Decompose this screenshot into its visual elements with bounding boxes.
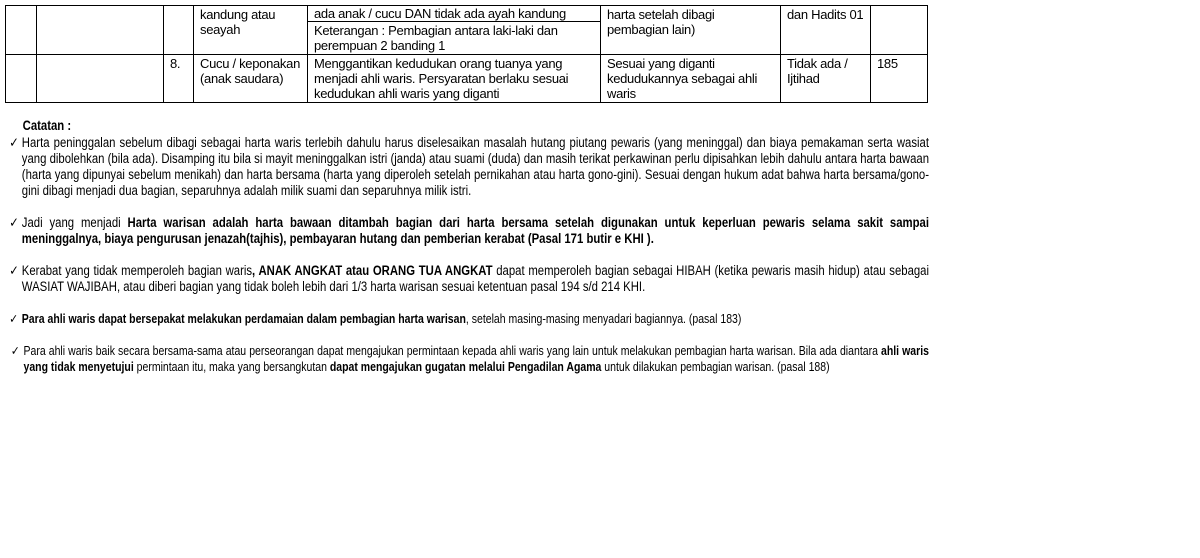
table-row (6, 55, 928, 103)
pasal: 185 (871, 55, 928, 103)
check-icon: ✓ (9, 263, 19, 278)
inheritance-table (5, 5, 928, 103)
pasal (871, 6, 928, 55)
condition: ada anak / cucu DAN tidak ada ayah kandung (308, 6, 601, 22)
note-item: ✓ Kerabat yang tidak memperoleh bagian waris, ANAK ANGKAT atau ORANG TUA ANGKAT dapat memperoleh bagian sebagai HIBAH (ketika pewaris masih hidup) atau sebagai WASIAT WAJIBAH, atau diberi bagian yang tidak boleh lebih dari 1/3 harta warisan sesuai ketentuan pasal 194 s/d 214 KHI. (9, 263, 930, 294)
share: Sesuai yang diganti kedudukannya sebagai ahli waris (601, 55, 781, 103)
note-item: ✓ Para ahli waris baik secara bersama-sama atau perseorangan dapat mengajukan permintaan kepada ahli waris yang lain untuk melakukan pembagian harta warisan. Bila ada diantara ahli waris yang tidak menyetujui permintaan itu, maka yang bersangkutan dapat mengajukan gugatan melalui Pengadilan Agama untuk dilakukan pembagian warisan. (pasal 188) (10, 344, 929, 374)
notes-section (5, 118, 929, 391)
row-number: 8. (164, 55, 194, 103)
source: dan Hadits 01 (781, 6, 871, 55)
table-row (6, 6, 928, 22)
check-icon: ✓ (10, 344, 20, 358)
heir-name: Cucu / keponakan (anak saudara) (194, 55, 308, 103)
heir-name: kandung atau seayah (194, 6, 308, 55)
note-item: ✓ Harta peninggalan sebelum dibagi sebagai harta waris terlebih dahulu harus diselesaikan masalah hutang piutang pewaris (yang meninggal) dan biaya pemakaman serta wasiat yang dibolehkan (bila ada). Disamping itu bila si mayit meninggalkan istri (janda) atau suami (duda) dan masih terikat perkawinan perlu dipisahkan lebih dahulu antara harta bawaan (harta yang dipunyai sebelum menikah) dan harta bersama (harta yang diperoleh setelah pernikahan atau harta gono-gini). Sesuai dengan hukum adat bahwa harta bersama/gono-gini dibagi menjadi dua bagian, separuhnya adalah milik suami dan separuhnya milik istri. (9, 135, 930, 198)
notes-title: Catatan : (22, 118, 72, 133)
share: harta setelah dibagi pembagian lain) (601, 6, 781, 55)
check-icon: ✓ (9, 312, 19, 326)
note-item: ✓ Para ahli waris dapat bersepakat melakukan perdamaian dalam pembagian harta warisan, setelah masing-masing menyadari bagiannya. (pasal 183) (9, 312, 742, 326)
condition: Menggantikan kedudukan orang tuanya yang menjadi ahli waris. Persyaratan berlaku sesuai kedudukan ahli waris yang diganti (308, 55, 601, 103)
check-icon: ✓ (9, 215, 19, 230)
note-item: ✓ Jadi yang menjadi Harta warisan adalah harta bawaan ditambah bagian dari harta bersama setelah digunakan untuk keperluan pewaris selama sakit sampai meninggalnya, biaya pengurusan jenazah(tajhis), pembayaran hutang dan pemberian kerabat (Pasal 171 butir e KHI ). (9, 215, 929, 246)
check-icon: ✓ (9, 135, 19, 150)
condition-note: Keterangan : Pembagian antara laki-laki dan perempuan 2 banding 1 (308, 22, 601, 55)
source: Tidak ada / Ijtihad (781, 55, 871, 103)
